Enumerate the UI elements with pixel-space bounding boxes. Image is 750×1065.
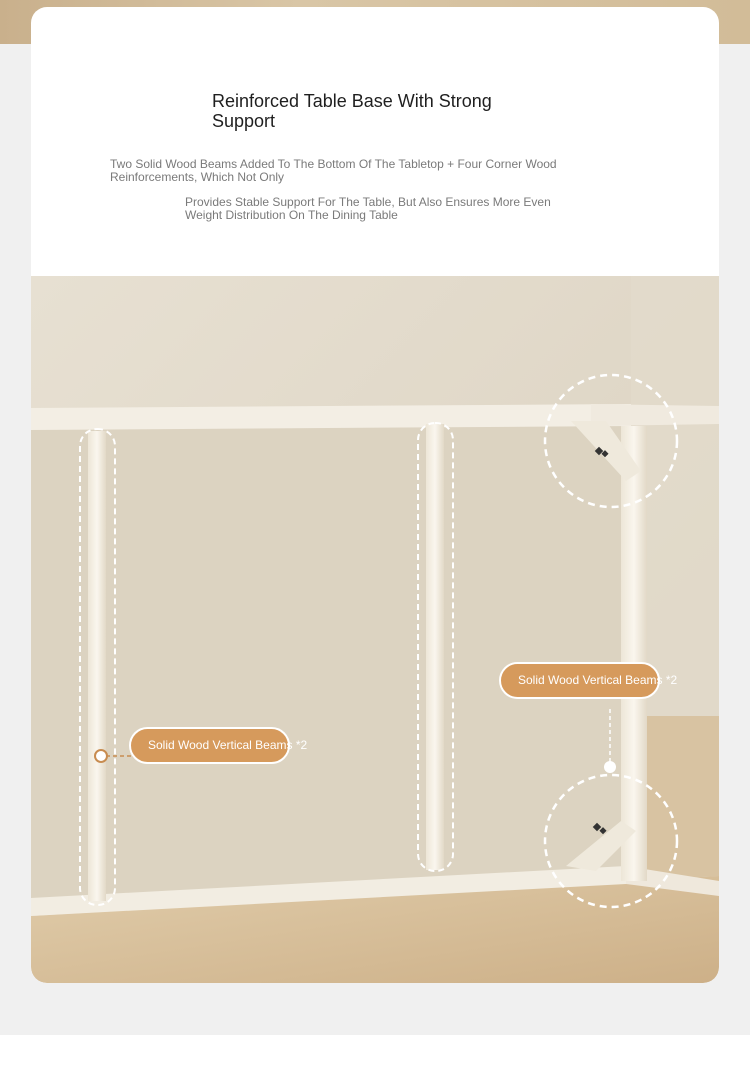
description-line-2: Provides Stable Support For The Table, But Also Ensures More Even Weight Distribution On The Dining Table bbox=[185, 195, 551, 222]
vertical-beam-middle bbox=[426, 424, 444, 870]
bottom-spacer bbox=[0, 1035, 750, 1065]
circle-marker-icon bbox=[95, 750, 107, 762]
table-base-photo bbox=[31, 276, 719, 983]
top-rail bbox=[31, 404, 631, 430]
feature-card bbox=[31, 7, 719, 983]
table-base-illustration bbox=[31, 276, 719, 983]
corner-leg bbox=[621, 426, 647, 881]
description-line-1: Two Solid Wood Beams Added To The Bottom Of The Tabletop + Four Corner Wood Reinforcements, Which Not Only bbox=[110, 157, 557, 184]
callout-right-label: Solid Wood Vertical Beams *2 bbox=[499, 662, 660, 699]
circle-marker-icon bbox=[604, 761, 616, 773]
vertical-beam-left bbox=[88, 431, 106, 901]
tabletop-edge bbox=[591, 404, 719, 426]
page-title: Reinforced Table Base With Strong Support bbox=[212, 91, 492, 131]
callout-left-label: Solid Wood Vertical Beams *2 bbox=[129, 727, 290, 764]
